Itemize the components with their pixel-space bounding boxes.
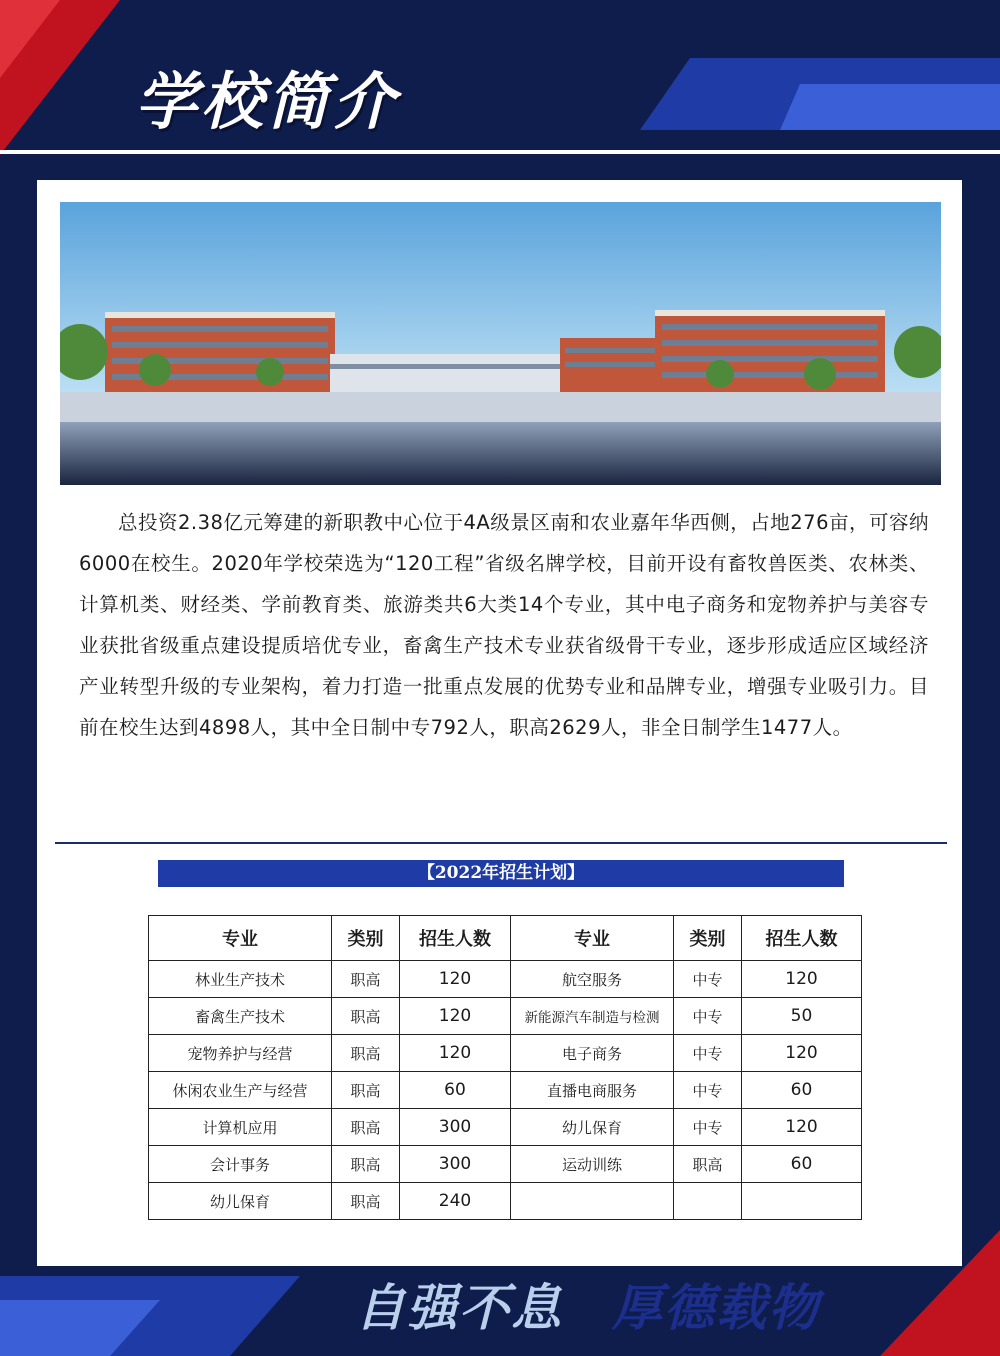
table-row — [149, 961, 862, 998]
header-major: 专业 — [511, 916, 674, 961]
category-cell: 职高 — [332, 961, 400, 998]
header-count: 招生人数 — [742, 916, 862, 961]
category-cell: 职高 — [332, 1072, 400, 1109]
count-cell: 120 — [400, 961, 511, 998]
count-cell: 300 — [400, 1109, 511, 1146]
major-cell: 幼儿保育 — [149, 1183, 332, 1220]
count-cell: 120 — [742, 961, 862, 998]
header-category: 类别 — [674, 916, 742, 961]
major-cell: 林业生产技术 — [149, 961, 332, 998]
major-cell: 航空服务 — [511, 961, 674, 998]
page-title: 学校简介 — [135, 65, 400, 138]
content-card — [37, 180, 962, 1266]
enrollment-plan-table — [148, 915, 862, 1220]
section-divider — [55, 842, 947, 844]
category-cell: 中专 — [674, 998, 742, 1035]
major-cell: 计算机应用 — [149, 1109, 332, 1146]
school-introduction: 总投资2.38亿元筹建的新职教中心位于4A级景区南和农业嘉年华西侧，占地276亩，可容纳6000在校生。2020年学校荣选为“120工程”省级名牌学校，目前开设有畜牧兽医类、农林类、计算机类、财经类、学前教育类、旅游类共6大类14个专业，其中电子商务和宠物养护与美容专业获批省级重点建设提质培优专业，畜禽生产技术专业获省级骨干专业，逐步形成适应区域经济产业转型升级的专业架构，着力打造一批重点发展的优势专业和品牌专业，增强专业吸引力。目前在校生达到4898人，其中全日制中专792人，职高2629人，非全日制学生1477人。 — [79, 511, 929, 739]
category-cell: 职高 — [332, 1146, 400, 1183]
major-cell: 宠物养护与经营 — [149, 1035, 332, 1072]
motto-right: 厚德载物 — [612, 1279, 820, 1337]
major-cell: 新能源汽车制造与检测 — [511, 998, 674, 1035]
major-cell: 休闲农业生产与经营 — [149, 1072, 332, 1109]
major-cell: 会计事务 — [149, 1146, 332, 1183]
table-row — [149, 1183, 862, 1220]
count-cell: 120 — [742, 1109, 862, 1146]
count-cell: 300 — [400, 1146, 511, 1183]
header-category: 类别 — [332, 916, 400, 961]
table-row — [149, 1109, 862, 1146]
count-cell: 120 — [400, 1035, 511, 1072]
category-cell: 中专 — [674, 1072, 742, 1109]
table-row — [149, 1146, 862, 1183]
category-cell: 职高 — [332, 1183, 400, 1220]
category-cell: 职高 — [332, 998, 400, 1035]
major-cell — [511, 1183, 674, 1220]
table-row — [149, 998, 862, 1035]
campus-photo — [60, 202, 941, 485]
category-cell: 职高 — [332, 1109, 400, 1146]
header-major: 专业 — [149, 916, 332, 961]
table-row — [149, 1035, 862, 1072]
table-row — [149, 1072, 862, 1109]
title-divider — [0, 150, 1000, 154]
major-cell: 运动训练 — [511, 1146, 674, 1183]
category-cell — [674, 1183, 742, 1220]
major-cell: 幼儿保育 — [511, 1109, 674, 1146]
count-cell: 60 — [742, 1146, 862, 1183]
category-cell: 中专 — [674, 1109, 742, 1146]
count-cell: 50 — [742, 998, 862, 1035]
count-cell: 60 — [742, 1072, 862, 1109]
count-cell: 240 — [400, 1183, 511, 1220]
category-cell: 中专 — [674, 961, 742, 998]
table-header-row — [149, 916, 862, 961]
category-cell: 职高 — [332, 1035, 400, 1072]
count-cell: 120 — [742, 1035, 862, 1072]
count-cell — [742, 1183, 862, 1220]
major-cell: 直播电商服务 — [511, 1072, 674, 1109]
count-cell: 120 — [400, 998, 511, 1035]
count-cell: 60 — [400, 1072, 511, 1109]
major-cell: 电子商务 — [511, 1035, 674, 1072]
enrollment-plan-banner: 【2022年招生计划】 — [158, 860, 844, 887]
motto-left: 自强不息 — [355, 1279, 563, 1337]
major-cell: 畜禽生产技术 — [149, 998, 332, 1035]
category-cell: 职高 — [674, 1146, 742, 1183]
category-cell: 中专 — [674, 1035, 742, 1072]
header-count: 招生人数 — [400, 916, 511, 961]
